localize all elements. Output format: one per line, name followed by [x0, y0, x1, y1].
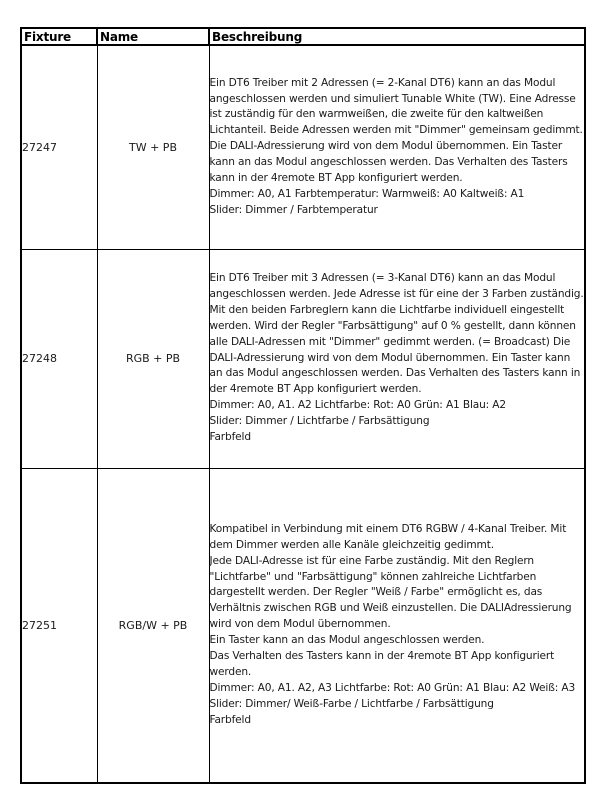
description-cell [209, 249, 585, 468]
description-cell [209, 45, 585, 249]
name-cell: TW + PB [97, 45, 209, 249]
description-text: Kompatibel in Verbindung mit einem DT6 RGBW / 4-Kanal Treiber. Mit dem Dimmer werden alle Kanäle gleichzeitig gedimmt. Jede DALI-Adresse ist für eine Farbe zuständig. Mit den Reglern "Lichtfarbe" und "Farbsättigung" können zahlreiche Lichtfarben dargestellt werden. Der Regler "Weiß / Farbe" ermöglicht es, das Verhältnis zwischen RGB und Weiß einzustellen. Die DALIAdressierung wird von dem Modul übernommen. Ein Taster kann an das Modul angeschlossen werden. Das Verhalten des Tasters kann in der 4remote BT App konfiguriert werden. Dimmer: A0, A1. A2, A3 Lichtfarbe: Rot: A0 Grün: A1 Blau: A2 Weiß: A3 Slider: Dimmer/ Weiß-Farbe / Lichtfarbe / Farbsättigung Farbfeld [209, 522, 576, 726]
name-cell: RGB + PB [97, 249, 209, 468]
fixture-cell: 27247 [21, 45, 97, 249]
header-row [21, 28, 585, 45]
header-name: Name [97, 28, 209, 45]
fixture-table [20, 27, 586, 784]
name-cell: RGB/W + PB [97, 468, 209, 783]
description-text: Ein DT6 Treiber mit 2 Adressen (= 2-Kanal DT6) kann an das Modul angeschlossen werden und simuliert Tunable White (TW). Eine Adresse ist zuständig für den warmweißen, die zweite für den kaltweißen Lichtanteil. Beide Adressen werden mit "Dimmer" gemeinsam gedimmt. Die DALI-Adressierung wird von dem Modul übernommen. Ein Taster kann an das Modul angeschlossen werden. Das Verhalten des Tasters kann in der 4remote BT App konfiguriert werden. Dimmer: A0, A1 Farbtemperatur: Warmweiß: A0 Kaltweiß: A1 Slider: Dimmer / Farbtemperatur [209, 76, 583, 216]
description-text: Ein DT6 Treiber mit 3 Adressen (= 3-Kanal DT6) kann an das Modul angeschlossen werden. Jede Adresse ist für eine der 3 Farben zuständig. Mit den beiden Farbreglern kann die Lichtfarbe individuell eingestellt werden. Wird der Regler "Farbsättigung" auf 0 % gestellt, dann können alle DALI-Adressen mit "Dimmer" gedimmt werden. (= Broadcast) Die DALI-Adressierung wird von dem Modul übernommen. Ein Taster kann an das Modul angeschlossen werden. Das Verhalten des Tasters kann in der 4remote BT App konfiguriert werden. Dimmer: A0, A1. A2 Lichtfarbe: Rot: A0 Grün: A1 Blau: A2 Slider: Dimmer / Lichtfarbe / Farbsättigung Farbfeld [209, 272, 584, 444]
header-description: Beschreibung [209, 28, 585, 45]
fixture-cell: 27251 [21, 468, 97, 783]
table-row [21, 45, 585, 249]
description-cell [209, 468, 585, 783]
header-fixture: Fixture [21, 28, 97, 45]
table-row [21, 249, 585, 468]
fixture-cell: 27248 [21, 249, 97, 468]
table-row [21, 468, 585, 783]
